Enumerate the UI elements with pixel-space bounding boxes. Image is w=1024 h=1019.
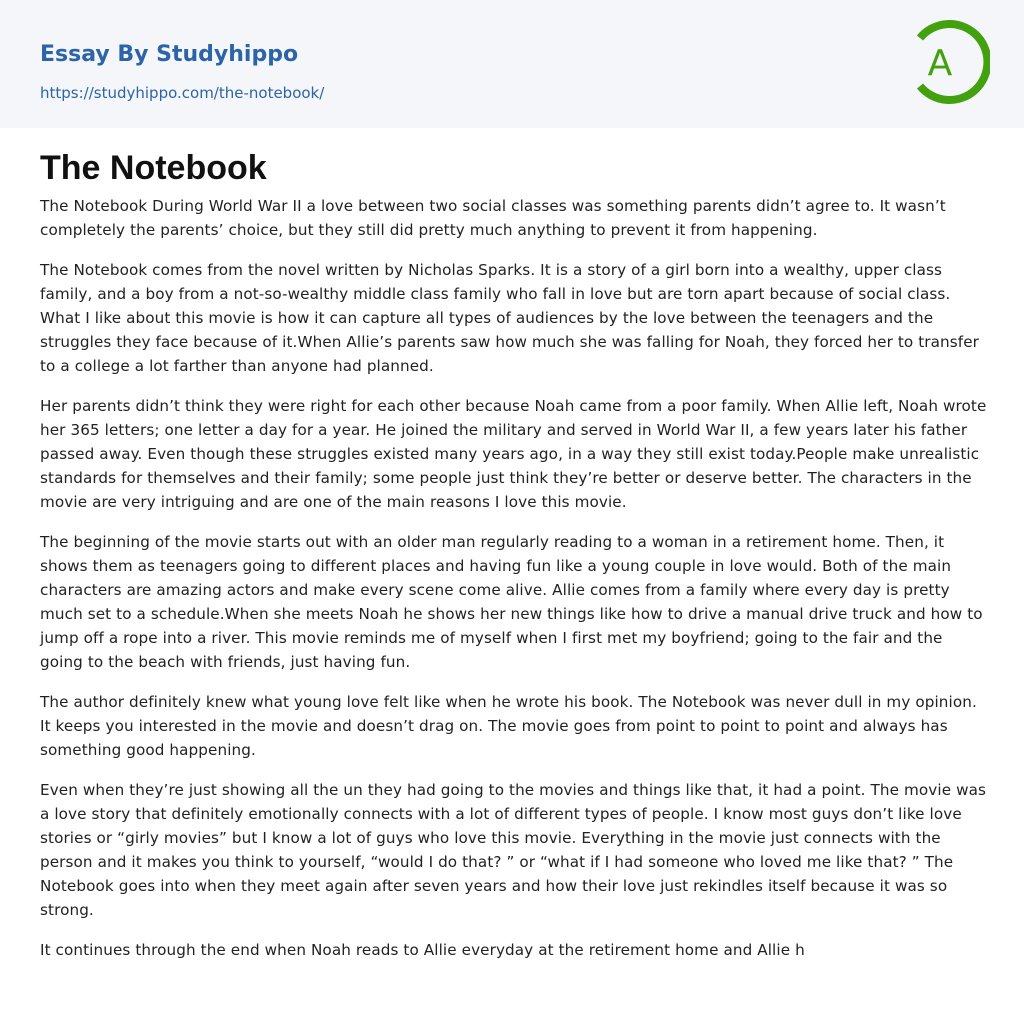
paragraph: The Notebook comes from the novel written by Nicholas Sparks. It is a story of a girl born into a wealthy, upper class family, and a boy from a not-so-wealthy middle class family who fall in love but are torn apart because of social class. What I like about this movie is how it can capture all types of audiences by the love between the teenagers and the struggles they face because of it.When Allie’s parents saw how much she was falling for Noah, they forced her to transfer to a college a lot farther than anyone had planned. [40, 261, 980, 375]
essay-body [40, 194, 988, 962]
site-title: Essay By Studyhippo [40, 42, 299, 67]
essay-url-link[interactable]: https://studyhippo.com/the-notebook/ [40, 84, 325, 102]
paragraph: The Notebook During World War II a love between two social classes was something parents didn’t agree to. It wasn’t completely the parents’ choice, but they still did pretty much anything to prevent it from happening. [40, 197, 946, 239]
site-header [0, 0, 1024, 128]
paragraph: Her parents didn’t think they were right for each other because Noah came from a poor family. When Allie left, Noah wrote her 365 letters; one letter a day for a year. He joined the military and served in World War II, a few years later his father passed away. Even though these struggles existed many years ago, in a way they still exist today.People make unrealistic standards for themselves and their family; some people just think they’re better or deserve better. The characters in the movie are very intriguing and are one of the main reasons I love this movie. [40, 397, 987, 511]
logo-letter: A [927, 43, 953, 84]
paragraph: The beginning of the movie starts out with an older man regularly reading to a woman in a retirement home. Then, it shows them as teenagers going to different places and having fun like a young couple in love would. Both of the main characters are amazing actors and make every scene come alive. Allie comes from a family where every day is pretty much set to a schedule.When she meets Noah he shows her new things like how to drive a manual drive truck and how to jump off a rope into a river. This movie reminds me of myself when I first met my boyfriend; going to the fair and the going to the beach with friends, just having fun. [40, 533, 983, 671]
article [0, 128, 1024, 190]
studyhippo-logo-icon[interactable] [906, 18, 990, 106]
paragraph: The author definitely knew what young love felt like when he wrote his book. The Notebook was never dull in my opinion. It keeps you interested in the movie and doesn’t drag on. The movie goes from point to point to point and always has something good happening. [40, 693, 977, 759]
paragraph: Even when they’re just showing all the un they had going to the movies and things like that, it had a point. The movie was a love story that definitely emotionally connects with a lot of different types of people. I know most guys don’t like love stories or “girly movies” but I know a lot of guys who love this movie. Everything in the movie just connects with the person and it makes you think to yourself, “would I do that? ” or “what if I had someone who loved me like that? ” The Notebook goes into when they meet again after seven years and how their love just rekindles itself because it was so strong. [40, 781, 987, 919]
page-title: The Notebook [40, 149, 267, 187]
paragraph: It continues through the end when Noah reads to Allie everyday at the retirement home and Allie h [40, 941, 805, 959]
